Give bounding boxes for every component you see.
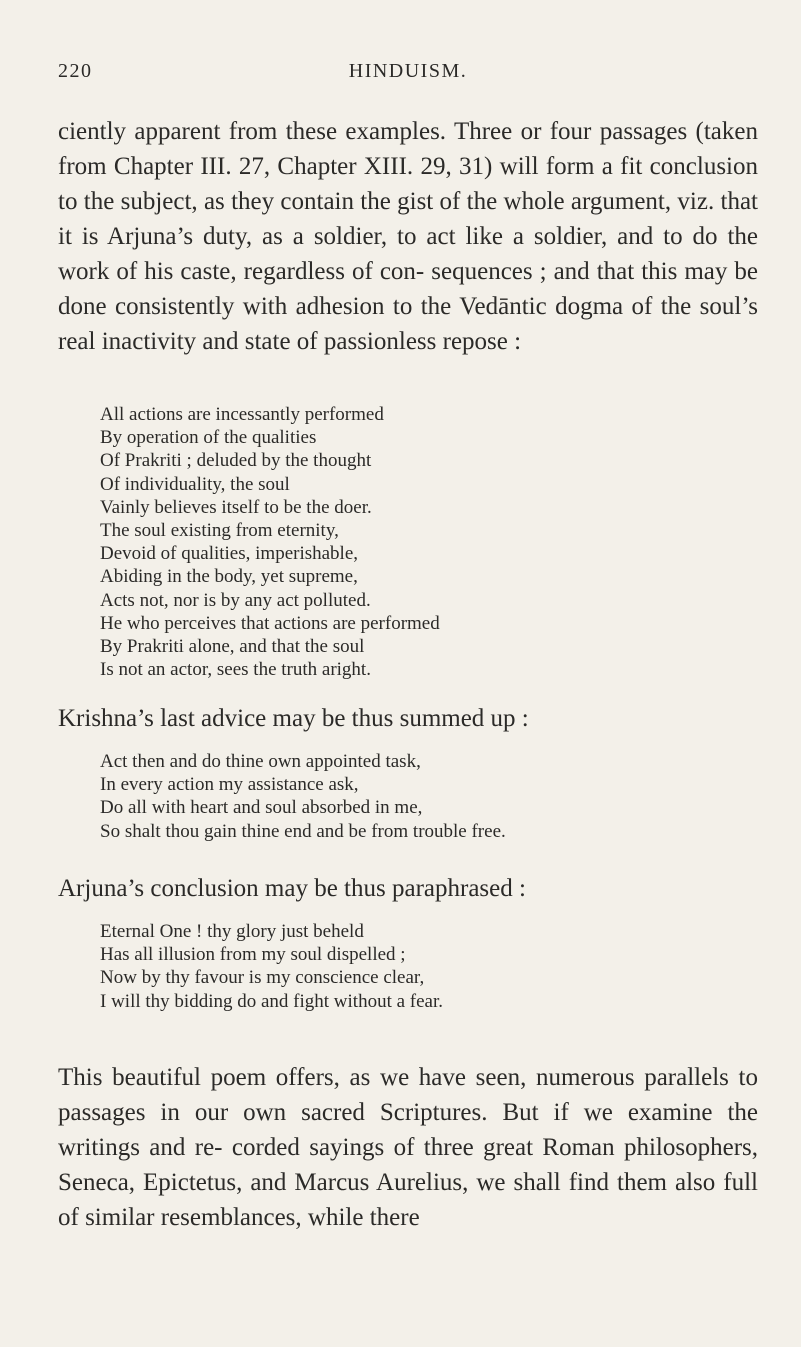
verse-line: Has all illusion from my soul dispelled ;: [100, 944, 406, 966]
verse-block-2: [100, 750, 760, 843]
verse-line: Devoid of qualities, imperishable,: [100, 543, 359, 565]
verse-line: In every action my assistance ask,: [100, 774, 359, 796]
verse-line: Of Prakriti ; deluded by the thought: [100, 450, 372, 472]
verse-line: The soul existing from eternity,: [100, 520, 339, 542]
page-number: 220: [58, 60, 93, 82]
verse-line: Eternal One ! thy glory just beheld: [100, 921, 364, 942]
verse-line: I will thy bidding do and fight without a fear.: [100, 990, 444, 1012]
intro-krishna-advice: Krishna’s last advice may be thus summed up :: [58, 705, 529, 732]
verse-line: Acts not, nor is by any act polluted.: [100, 589, 371, 611]
paragraph-1: ciently apparent from these examples. Three or four passages (taken from Chapter III. 27, Chapter XIII. 29, 31) will form a fit conclusion to the subject, as they contain the gist of the whole argument, viz. that it is Arjuna’s duty, as a soldier, to act like a soldier, and to do the work of his caste, regardless of con- sequences ; and that this may be done consistently with adhesion to the Vedāntic dogma of the soul’s real inactivity and state of passionless repose :: [58, 118, 758, 355]
verse-line: Act then and do thine own appointed task,: [100, 751, 421, 772]
running-title: HINDUISM.: [348, 60, 468, 82]
verse-line: So shalt thou gain thine end and be from trouble free.: [100, 820, 506, 842]
verse-line: Abiding in the body, yet supreme,: [100, 566, 358, 588]
paragraph-2: This beautiful poem offers, as we have seen, numerous parallels to passages in our own sacred Scriptures. But if we examine the writings and re- corded sayings of three great Roman philosophers, Seneca, Epictetus, and Marcus Aurelius, we shall find them also full of similar resemblances, while there: [58, 1064, 758, 1231]
verse-line: By operation of the qualities: [100, 427, 317, 449]
verse-line: Do all with heart and soul absorbed in me,: [100, 797, 423, 819]
verse-line: Of individuality, the soul: [100, 473, 290, 495]
running-head: [58, 60, 758, 90]
verse-line: By Prakriti alone, and that the soul: [100, 636, 365, 658]
intro-arjuna-conclusion: Arjuna’s conclusion may be thus paraphrased :: [58, 875, 526, 902]
verse-line: Is not an actor, sees the truth aright.: [100, 659, 371, 681]
verse-line: Now by thy favour is my conscience clear,: [100, 967, 425, 989]
verse-line: All actions are incessantly performed: [100, 404, 384, 425]
verse-block-3: [100, 920, 760, 1013]
verse-line: Vainly believes itself to be the doer.: [100, 496, 372, 518]
verse-block-1: [100, 403, 760, 681]
verse-line: He who perceives that actions are performed: [100, 612, 440, 634]
